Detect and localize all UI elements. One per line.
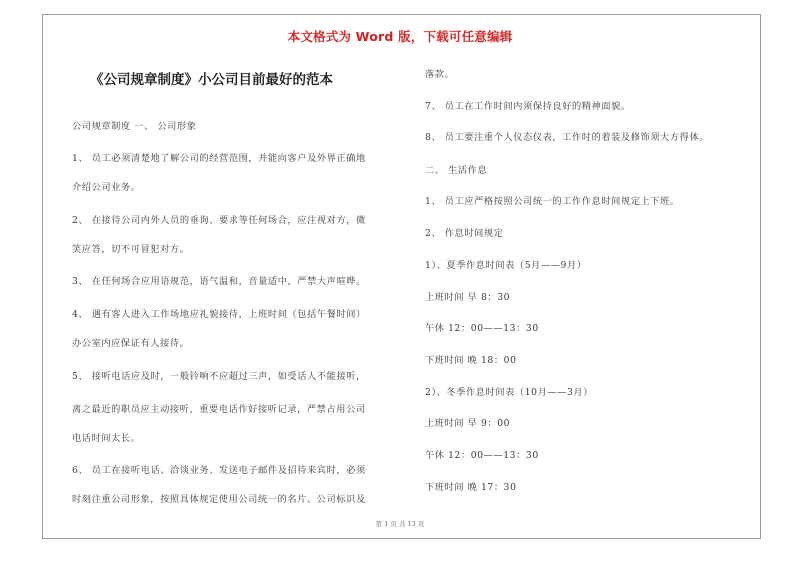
paragraph-line: 6、 员工在接听电话、洽谈业务、发送电子邮件及招待来宾时，必须 xyxy=(72,465,366,476)
paragraph-line: 办公室内应保证有人接待。 xyxy=(72,338,190,349)
section-heading: 二、 生活作息 xyxy=(425,165,488,176)
schedule-line: 下班时间 晚 17：30 xyxy=(425,482,517,493)
paragraph-line: 8、 员工要注重个人仪态仪表，工作时的着装及修饰须大方得体。 xyxy=(425,132,710,143)
schedule-line: 午休 12：00——13：30 xyxy=(425,323,539,334)
schedule-line: 上班时间 早 9：00 xyxy=(425,418,511,429)
schedule-line: 上班时间 早 8：30 xyxy=(425,292,511,303)
page-number: 第 1 页 共 13 页 xyxy=(375,520,425,528)
schedule-line: 下班时间 晚 18：00 xyxy=(425,355,517,366)
paragraph-line: 3、 在任何场合应用语规范，语气温和，音量适中，严禁大声喧哗。 xyxy=(72,276,366,287)
paragraph-line: 电话时间太长。 xyxy=(72,433,141,444)
paragraph-line: 介绍公司业务。 xyxy=(72,182,141,193)
schedule-heading: 1）、夏季作息时间表（5月——9月） xyxy=(425,260,587,271)
paragraph-line: 7、 员工在工作时间内须保持良好的精神面貌。 xyxy=(425,101,631,112)
document-title: 《公司规章制度》小公司目前最好的范本 xyxy=(90,72,333,88)
schedule-line: 午休 12：00——13：30 xyxy=(425,450,539,461)
paragraph-line: 公司规章制度 一、 公司形象 xyxy=(72,121,197,132)
paragraph-line: 4、 遇有客人进入工作场地应礼貌接待，上班时间（包括午餐时间） xyxy=(72,309,366,320)
paragraph-line: 离之最近的职员应主动接听，重要电话作好接听记录，严禁占用公司 xyxy=(72,404,366,415)
paragraph-line: 笑应答，切不可冒犯对方。 xyxy=(72,244,190,255)
paragraph-line: 时刻注重公司形象，按照具体规定使用公司统一的名片、公司标识及 xyxy=(72,494,366,505)
schedule-heading: 2）、冬季作息时间表（10月——3月） xyxy=(425,387,593,398)
paragraph-line: 落款。 xyxy=(425,69,455,80)
paragraph-line: 1、 员工必须清楚地了解公司的经营范围，并能向客户及外界正确地 xyxy=(72,153,366,164)
word-format-banner: 本文格式为 Word 版，下载可任意编辑 xyxy=(287,29,513,44)
paragraph-line: 2、 作息时间规定 xyxy=(425,228,504,239)
paragraph-line: 5、 接听电话应及时，一般铃响不应超过三声，如受话人不能接听， xyxy=(72,371,366,382)
paragraph-line: 2、 在接待公司内外人员的垂询、要求等任何场合，应注视对方，微 xyxy=(72,215,366,226)
paragraph-line: 1、 员工应严格按照公司统一的工作作息时间规定上下班。 xyxy=(425,196,680,207)
